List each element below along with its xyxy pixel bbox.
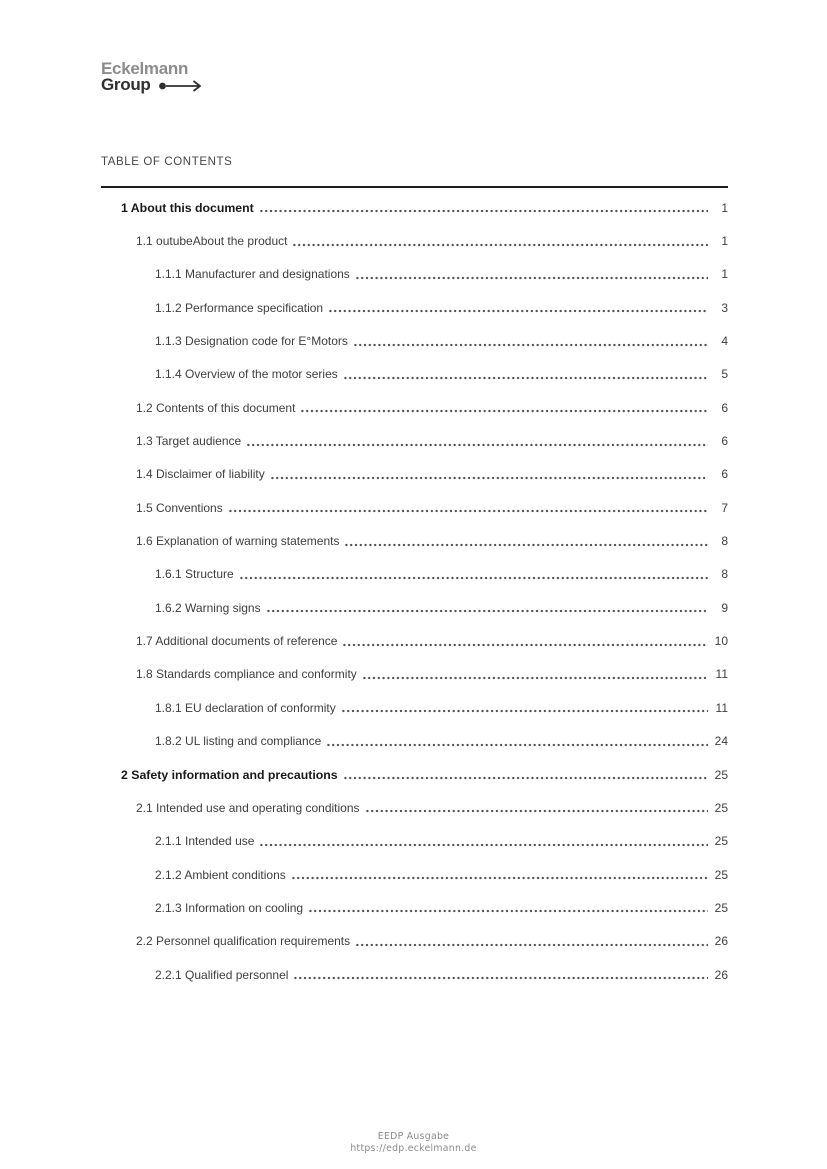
toc-entry-label: 1.4 Disclaimer of liability — [136, 467, 265, 482]
toc-entry-label: 1.8 Standards compliance and conformity — [136, 667, 357, 682]
toc-entry-label: 1.6.2 Warning signs — [155, 600, 261, 615]
toc-leader-dots — [246, 424, 708, 457]
toc-leader-dots — [344, 524, 708, 557]
toc-entry-page: 5 — [721, 367, 728, 382]
toc-entry-label: 1.6 Explanation of warning statements — [136, 534, 340, 549]
toc-entry-page: 25 — [714, 767, 728, 782]
toc-entry-label: 1.1.2 Performance specification — [155, 300, 324, 315]
toc-leader-dots — [270, 458, 708, 491]
toc-leader-dots — [326, 725, 708, 758]
toc-entry-label: 1.6.1 Structure — [155, 567, 234, 582]
toc-leader-dots — [293, 958, 708, 991]
toc-leader-dots — [355, 925, 708, 958]
toc-leader-dots — [308, 891, 708, 924]
toc-entry[interactable] — [101, 258, 728, 291]
table-of-contents — [101, 188, 728, 991]
toc-entry[interactable] — [101, 725, 728, 758]
toc-entry-page: 9 — [721, 600, 728, 615]
logo-brand-name: Eckelmann — [101, 59, 189, 78]
toc-entry-page: 6 — [721, 400, 728, 415]
toc-entry[interactable] — [101, 324, 728, 357]
toc-entry-page: 10 — [714, 634, 728, 649]
toc-entry-label: 1.8.1 EU declaration of conformity — [155, 700, 336, 715]
toc-entry-label: 1.5 Conventions — [136, 500, 223, 515]
toc-entry-label: 1.1.3 Designation code for E°Motors — [155, 334, 348, 349]
logo-group-label: Group — [101, 75, 151, 94]
toc-entry[interactable] — [101, 424, 728, 457]
toc-entry-page: 8 — [721, 534, 728, 549]
toc-entry-page: 25 — [714, 900, 728, 915]
toc-entry-page: 25 — [714, 867, 728, 882]
toc-entry-label: 2 Safety information and precautions — [121, 767, 338, 782]
toc-entry[interactable] — [101, 491, 728, 524]
toc-entry[interactable] — [101, 358, 728, 391]
toc-entry[interactable] — [101, 758, 728, 791]
toc-leader-dots — [355, 258, 708, 291]
toc-leader-dots — [353, 324, 708, 357]
toc-entry-page: 26 — [714, 934, 728, 949]
toc-leader-dots — [259, 191, 708, 224]
toc-entry[interactable] — [101, 591, 728, 624]
toc-entry[interactable] — [101, 624, 728, 657]
toc-entry-label: 2.2 Personnel qualification requirements — [136, 934, 351, 949]
toc-entry-page: 6 — [721, 434, 728, 449]
toc-entry-page: 4 — [721, 334, 728, 349]
toc-entry-label: 1.7 Additional documents of reference — [136, 634, 338, 649]
toc-entry-label: 1 About this document — [121, 200, 254, 215]
toc-entry-label: 2.1.1 Intended use — [155, 834, 255, 849]
toc-entry-label: 1.8.2 UL listing and compliance — [155, 734, 322, 749]
toc-leader-dots — [228, 491, 708, 524]
toc-entry-label: 1.1.1 Manufacturer and designations — [155, 267, 350, 282]
footer-edition: EEDP Ausgabe — [377, 1131, 450, 1142]
toc-entry-page: 1 — [721, 234, 728, 249]
toc-entry[interactable] — [101, 958, 728, 991]
toc-leader-dots — [328, 291, 708, 324]
toc-entry-page: 26 — [714, 967, 728, 982]
toc-entry-page: 3 — [721, 300, 728, 315]
toc-entry[interactable] — [101, 891, 728, 924]
toc-entry[interactable] — [101, 858, 728, 891]
toc-entry[interactable] — [101, 291, 728, 324]
toc-entry[interactable] — [101, 925, 728, 958]
toc-leader-dots — [291, 858, 708, 891]
toc-entry-page: 6 — [721, 467, 728, 482]
toc-entry[interactable] — [101, 791, 728, 824]
footer-url[interactable]: https://edp.eckelmann.de — [350, 1142, 477, 1154]
toc-entry[interactable] — [101, 825, 728, 858]
toc-leader-dots — [266, 591, 708, 624]
toc-entry[interactable] — [101, 524, 728, 557]
toc-entry-label: 1.1 outubeAbout the product — [136, 234, 288, 249]
toc-entry-label: 1.2 Contents of this document — [136, 400, 296, 415]
toc-entry-label: 1.3 Target audience — [136, 434, 242, 449]
page-title: TABLE OF CONTENTS — [101, 156, 233, 168]
toc-leader-dots — [343, 358, 708, 391]
toc-leader-dots — [259, 825, 708, 858]
toc-entry-label: 2.1 Intended use and operating conditions — [136, 800, 360, 815]
toc-entry-page: 11 — [715, 667, 728, 682]
toc-entry-label: 2.1.2 Ambient conditions — [155, 867, 286, 882]
toc-entry-label: 2.2.1 Qualified personnel — [155, 967, 289, 982]
toc-leader-dots — [342, 624, 708, 657]
toc-leader-dots — [292, 224, 708, 257]
toc-leader-dots — [343, 758, 708, 791]
toc-entry[interactable] — [101, 658, 728, 691]
toc-entry-page: 1 — [721, 267, 728, 282]
toc-entry-page: 8 — [721, 567, 728, 582]
toc-leader-dots — [239, 558, 708, 591]
toc-entry[interactable] — [101, 191, 728, 224]
toc-entry-page: 25 — [714, 800, 728, 815]
toc-entry[interactable] — [101, 391, 728, 424]
toc-entry-page: 24 — [714, 734, 728, 749]
toc-entry-label: 2.1.3 Information on cooling — [155, 900, 304, 915]
logo — [101, 61, 204, 93]
toc-leader-dots — [300, 391, 708, 424]
toc-leader-dots — [365, 791, 708, 824]
toc-entry[interactable] — [101, 458, 728, 491]
toc-entry[interactable] — [101, 691, 728, 724]
toc-entry[interactable] — [101, 558, 728, 591]
toc-entry-label: 1.1.4 Overview of the motor series — [155, 367, 338, 382]
toc-entry-page: 7 — [721, 500, 728, 515]
toc-leader-dots — [362, 658, 708, 691]
toc-entry-page: 25 — [714, 834, 728, 849]
toc-entry-page: 11 — [715, 700, 728, 715]
page-footer — [0, 1131, 827, 1154]
toc-entry-page: 1 — [721, 200, 728, 215]
toc-leader-dots — [341, 691, 708, 724]
toc-entry[interactable] — [101, 224, 728, 257]
logo-arrow-icon — [158, 80, 204, 92]
